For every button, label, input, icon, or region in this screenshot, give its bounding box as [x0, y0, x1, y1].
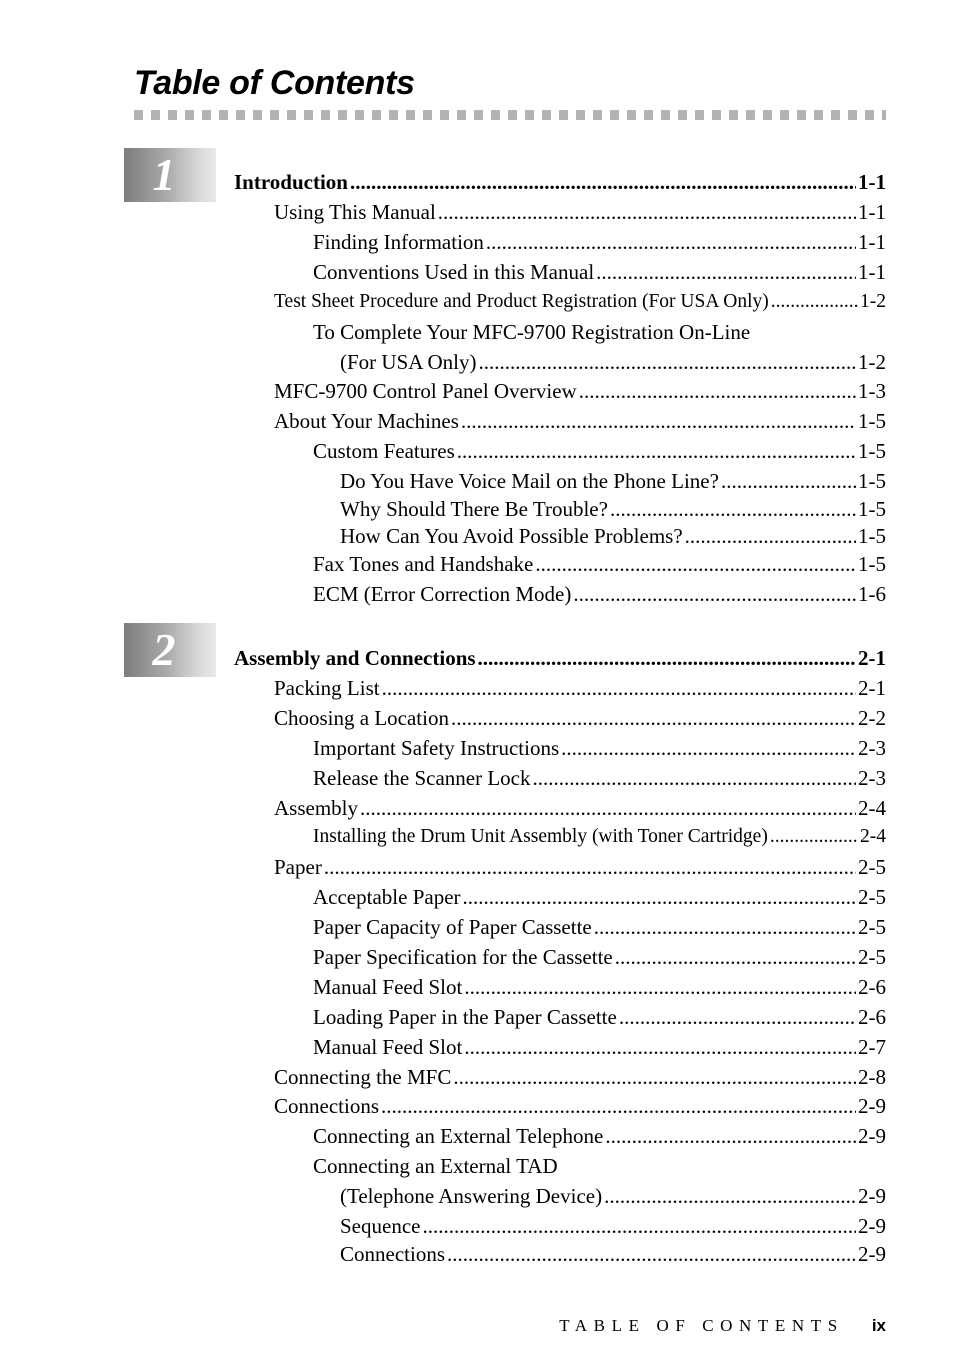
toc-entry-title: ECM (Error Correction Mode): [313, 582, 572, 606]
toc-entry[interactable]: [313, 1005, 886, 1029]
toc-entry-title: Assembly and Connections: [234, 646, 476, 670]
toc-entry[interactable]: [340, 497, 886, 521]
dot-leader: [457, 439, 856, 463]
toc-entry[interactable]: [313, 230, 886, 254]
toc-entry[interactable]: [313, 1154, 886, 1178]
dot-leader: [478, 646, 856, 670]
toc-entry-title: Fax Tones and Handshake: [313, 552, 534, 576]
toc-entry-page: 2-8: [858, 1065, 886, 1089]
dot-leader: [381, 1094, 856, 1118]
toc-entry-title: Paper Specification for the Cassette: [313, 945, 613, 969]
toc-entry[interactable]: [340, 524, 886, 548]
dot-leader: [464, 1035, 856, 1059]
toc-entry-page: 2-9: [858, 1124, 886, 1148]
toc-entry[interactable]: [313, 1124, 886, 1148]
toc-entry[interactable]: [340, 1242, 886, 1266]
dot-leader: [604, 1184, 856, 1208]
dot-leader: [461, 409, 856, 433]
toc-entry-title: Paper Capacity of Paper Cassette: [313, 915, 592, 939]
toc-entry-title: To Complete Your MFC-9700 Registration On-Line: [313, 320, 751, 344]
toc-entry-title: Important Safety Instructions: [313, 736, 560, 760]
toc-entry-title: Do You Have Voice Mail on the Phone Line?: [340, 469, 719, 493]
dot-leader: [438, 200, 856, 224]
toc-entry[interactable]: [274, 706, 886, 730]
toc-entry[interactable]: [340, 1214, 886, 1238]
toc-entry[interactable]: [274, 796, 886, 820]
dot-leader: [561, 736, 856, 760]
toc-entry[interactable]: [274, 379, 886, 403]
toc-entry[interactable]: [313, 915, 886, 939]
toc-entry-title: Assembly: [274, 796, 358, 820]
dot-leader: [605, 1124, 856, 1148]
toc-entry-page: 1-5: [858, 552, 886, 576]
toc-entry-page: 1-2: [860, 291, 886, 312]
toc-chapter-entry[interactable]: [234, 170, 886, 194]
toc-entry-page: 1-5: [858, 439, 886, 463]
toc-entry[interactable]: [340, 469, 886, 493]
dot-leader: [447, 1242, 856, 1266]
toc-chapter-entry[interactable]: [234, 646, 886, 670]
dot-leader: [594, 915, 856, 939]
toc-entry-page: 1-6: [858, 582, 886, 606]
toc-entry[interactable]: [313, 975, 886, 999]
toc-entry-title: Loading Paper in the Paper Cassette: [313, 1005, 617, 1029]
footer-section-label: TABLE OF CONTENTS: [559, 1316, 844, 1335]
toc-entry-title: Acceptable Paper: [313, 885, 461, 909]
toc-entry[interactable]: [313, 885, 886, 909]
toc-entry-title: How Can You Avoid Possible Problems?: [340, 524, 683, 548]
toc-entry[interactable]: [313, 439, 886, 463]
toc-entry-title: Paper: [274, 855, 322, 879]
toc-entry-title: Connecting an External TAD: [313, 1154, 558, 1178]
toc-entry-title: Sequence: [340, 1214, 421, 1238]
dot-leader: [479, 350, 856, 374]
toc-entry[interactable]: [313, 260, 886, 284]
dot-leader: [573, 582, 856, 606]
toc-entry-title: Connections: [340, 1242, 445, 1266]
toc-entry-page: 2-6: [858, 1005, 886, 1029]
toc-entry-title: Why Should There Be Trouble?: [340, 497, 608, 521]
dot-leader: [463, 885, 856, 909]
toc-entry-title: Connecting an External Telephone: [313, 1124, 604, 1148]
toc-entry[interactable]: [313, 552, 886, 576]
toc-entry-page: 1-1: [858, 260, 886, 284]
chapter-number: 2: [152, 624, 176, 675]
dot-leader: [350, 170, 856, 194]
toc-entry-page: 2-9: [858, 1184, 886, 1208]
toc-entry-page: 2-6: [858, 975, 886, 999]
toc-entry[interactable]: [340, 350, 886, 374]
toc-entry-page: 2-9: [858, 1214, 886, 1238]
toc-entry-title: Installing the Drum Unit Assembly (with Toner Cartridge): [313, 826, 768, 847]
dot-leader: [360, 796, 856, 820]
dot-leader: [579, 379, 856, 403]
toc-entry-title: MFC-9700 Control Panel Overview: [274, 379, 577, 403]
toc-entry-title: Test Sheet Procedure and Product Registration (For USA Only): [274, 291, 769, 312]
toc-entry-title: (Telephone Answering Device): [340, 1184, 603, 1208]
toc-entry-page: 2-5: [858, 855, 886, 879]
toc-entry[interactable]: [274, 676, 886, 700]
toc-entry-title: Connections: [274, 1094, 379, 1118]
page-footer: [559, 1316, 886, 1336]
toc-entry-page: 2-3: [858, 766, 886, 790]
toc-entry-page: 1-2: [858, 350, 886, 374]
dot-leader: [770, 825, 858, 849]
toc-entry-page: 1-1: [858, 230, 886, 254]
toc-entry-title: Using This Manual: [274, 200, 436, 224]
dot-leader: [771, 290, 858, 314]
toc-entry-title: Release the Scanner Lock: [313, 766, 531, 790]
toc-entry-page: 2-9: [858, 1242, 886, 1266]
toc-entry[interactable]: [274, 290, 886, 314]
toc-entry-page: 1-3: [858, 379, 886, 403]
toc-entry-page: 1-1: [858, 200, 886, 224]
toc-entry-page: 2-1: [858, 676, 886, 700]
toc-entry-title: Custom Features: [313, 439, 455, 463]
dot-leader: [685, 524, 856, 548]
page-title: Table of Contents: [134, 64, 415, 102]
toc-entry-title: Introduction: [234, 170, 348, 194]
dot-leader: [721, 469, 856, 493]
toc-entry[interactable]: [313, 766, 886, 790]
toc-entry-title: Choosing a Location: [274, 706, 449, 730]
toc-entry-page: 2-3: [858, 736, 886, 760]
toc-entry-page: 2-5: [858, 915, 886, 939]
toc-entry-page: 2-4: [860, 826, 886, 847]
toc-entry-page: 2-9: [858, 1094, 886, 1118]
toc-entry[interactable]: [313, 320, 886, 344]
dot-leader: [324, 855, 856, 879]
toc-entry-title: Connecting the MFC: [274, 1065, 452, 1089]
toc-entry-title: Packing List: [274, 676, 380, 700]
toc-entry[interactable]: [313, 825, 886, 849]
dot-leader: [596, 260, 856, 284]
footer-page-number: ix: [871, 1316, 886, 1335]
dot-leader: [619, 1005, 856, 1029]
toc-entry-page: 1-5: [858, 524, 886, 548]
toc-entry-page: 2-5: [858, 945, 886, 969]
toc-entry-page: 2-1: [858, 646, 886, 670]
toc-entry-page: 2-2: [858, 706, 886, 730]
toc-entry-page: 1-5: [858, 497, 886, 521]
toc-entry-page: 1-5: [858, 409, 886, 433]
toc-entry-title: Conventions Used in this Manual: [313, 260, 595, 284]
dot-leader: [486, 230, 856, 254]
toc-entry[interactable]: [274, 409, 886, 433]
dot-leader: [533, 766, 857, 790]
toc-entry-title: Manual Feed Slot: [313, 1035, 463, 1059]
chapter-number: 1: [152, 149, 176, 200]
toc-entry-title: Finding Information: [313, 230, 484, 254]
dot-leader: [535, 552, 856, 576]
toc-entry[interactable]: [313, 1035, 886, 1059]
toc-entry[interactable]: [274, 1065, 886, 1089]
toc-entry[interactable]: [274, 855, 886, 879]
toc-entry-page: 2-4: [858, 796, 886, 820]
toc-entry[interactable]: [340, 1184, 886, 1208]
toc-entry[interactable]: [313, 736, 886, 760]
dot-leader: [382, 676, 856, 700]
toc-entry-page: 2-7: [858, 1035, 886, 1059]
dot-leader: [451, 706, 856, 730]
toc-entry-page: 2-5: [858, 885, 886, 909]
toc-entry[interactable]: [274, 200, 886, 224]
toc-entry-title: (For USA Only): [340, 350, 477, 374]
toc-entry[interactable]: [274, 1094, 886, 1118]
toc-entry-title: About Your Machines: [274, 409, 459, 433]
toc-entry-page: 1-1: [858, 170, 886, 194]
dot-leader: [610, 497, 856, 521]
toc-entry[interactable]: [313, 945, 886, 969]
dot-leader: [464, 975, 856, 999]
dot-leader: [422, 1214, 856, 1238]
dot-leader: [453, 1065, 856, 1089]
toc-entry[interactable]: [313, 582, 886, 606]
toc-entry-page: 1-5: [858, 469, 886, 493]
dot-leader: [615, 945, 856, 969]
toc-entry-title: Manual Feed Slot: [313, 975, 463, 999]
